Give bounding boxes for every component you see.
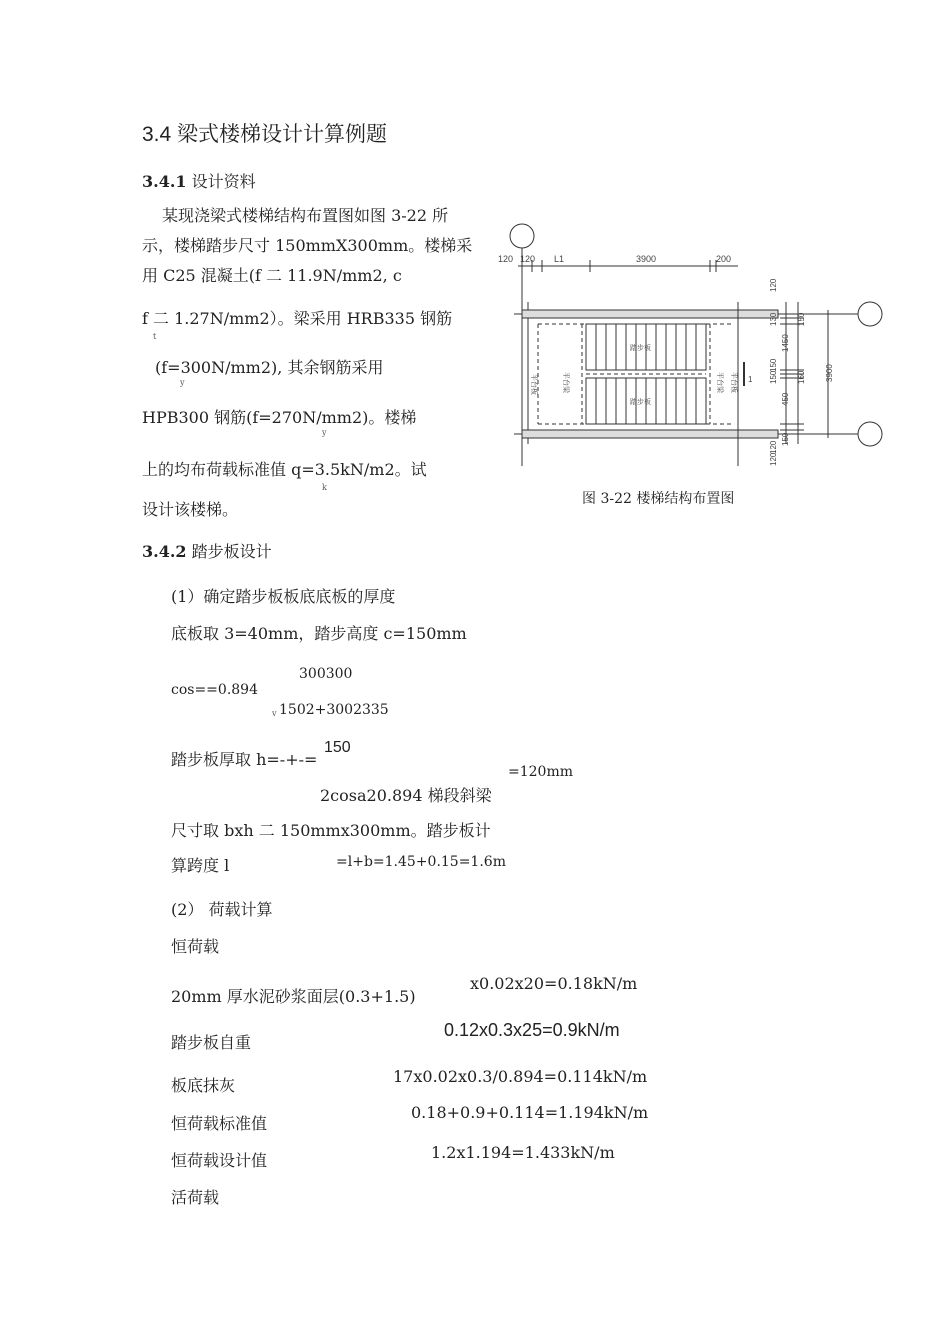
live-load-heading: 活荷载	[171, 1188, 220, 1207]
section-label: 设计资料	[191, 172, 256, 191]
dim-right-150d: 150	[781, 432, 790, 446]
row-label-dead-design: 恒荷载设计值	[171, 1151, 268, 1170]
para-line-2: 示，楼梯踏步尺寸 150mmX300mm。楼梯采	[142, 236, 473, 255]
dim-top-l1: L1	[554, 254, 565, 264]
label-beam-left: 平台梁	[562, 372, 569, 393]
label-landing-right: 平台板	[730, 372, 737, 393]
fraction-numerator: 300300	[299, 666, 353, 682]
page-title: 3.4 梁式楼梯设计计算例题	[142, 123, 388, 146]
axis-circle-right-lower	[858, 422, 882, 446]
cos-line: cos==0.894	[171, 682, 258, 698]
span-label: 算跨度 l	[171, 856, 230, 875]
item-1: (1）确定踏步板板底底板的厚度	[171, 587, 396, 606]
row-value-dead-standard: 0.18+0.9+0.114=1.194kN/m	[411, 1103, 649, 1122]
dim-right-1450: 1450	[781, 334, 790, 352]
axis-circle-top-left	[510, 224, 534, 248]
dim-top-120b: 120	[520, 254, 536, 264]
stair-layout-figure	[498, 222, 890, 472]
subscript-t: t	[153, 332, 157, 341]
subscript-y-2: y	[322, 428, 327, 437]
fraction-denominator: 1502+3002335	[279, 702, 389, 718]
label-section: 1	[748, 375, 753, 384]
beam-size-line: 尺寸取 bxh 二 150mmx300mm。踏步板计	[171, 821, 491, 840]
section-label-2: 踏步板设计	[191, 542, 272, 561]
para-line-5: (f=300N/mm2), 其余钢筋采用	[155, 358, 384, 377]
label-tread-lower: 踏步板	[630, 399, 651, 406]
dim-right-160: 160	[797, 370, 806, 384]
thickness-denominator: 2cosa20.894 梯段斜梁	[320, 786, 492, 805]
line-bottom-slab: 底板取 3=40mm，踏步高度 c=150mm	[171, 624, 467, 643]
row-label-self-weight: 踏步板自重	[171, 1033, 252, 1052]
thickness-label: 踏步板厚取 h=-+-=	[171, 750, 318, 769]
para-line-4: f 二 1.27N/mm2）。梁采用 HRB335 钢筋	[142, 309, 453, 328]
section-number-2: 3.4.2	[142, 542, 187, 561]
dim-right-3900: 3900	[825, 364, 834, 382]
para-line-8: 设计该楼梯。	[142, 500, 239, 519]
dim-right-150: 150	[797, 312, 806, 326]
section-heading-341	[142, 174, 256, 190]
row-label-mortar: 20mm 厚水泥砂浆面层(0.3+1.5)	[171, 987, 416, 1006]
span-value: =l+b=1.45+0.15=1.6m	[336, 854, 506, 870]
dim-right-120c: 120	[769, 452, 778, 466]
section-heading-342	[142, 544, 272, 560]
dim-top-120a: 120	[498, 254, 514, 264]
dim-top-200: 200	[716, 254, 732, 264]
thickness-numerator: 150	[324, 739, 351, 756]
dim-right-150c: 150	[769, 370, 778, 384]
row-label-dead-standard: 恒荷载标准值	[171, 1114, 268, 1133]
row-value-self-weight: 0.12x0.3x25=0.9kN/m	[444, 1020, 620, 1040]
figure-caption: 图 3-22 楼梯结构布置图	[582, 491, 735, 507]
dim-right-120: 120	[769, 278, 778, 292]
dead-load-heading: 恒荷载	[171, 937, 220, 956]
sqrt-mark: v	[272, 709, 277, 718]
dim-right-130: 130	[769, 312, 778, 326]
subscript-y: y	[180, 378, 185, 387]
dim-right-150b: 150	[769, 358, 778, 372]
section-number: 3.4.1	[142, 172, 187, 191]
dim-right-120b: 120	[769, 440, 778, 454]
dim-right-450: 450	[781, 392, 790, 406]
thickness-result: =120mm	[508, 764, 574, 780]
row-label-plaster: 板底抹灰	[171, 1076, 236, 1095]
subscript-k: k	[322, 483, 327, 492]
label-landing-left: 平台板	[530, 374, 537, 395]
dim-top-3900: 3900	[636, 254, 657, 264]
para-line-3: 用 C25 混凝土(f 二 11.9N/mm2, c	[142, 266, 402, 285]
row-value-plaster: 17x0.02x0.3/0.894=0.114kN/m	[393, 1067, 648, 1086]
para-line-1: 某现浇梁式楼梯结构布置图如图 3-22 所	[162, 206, 449, 225]
para-line-6: HPB300 钢筋(f=270N/mm2)。楼梯	[142, 408, 417, 427]
label-beam-right: 平台梁	[716, 372, 723, 393]
label-tread-upper: 踏步板	[630, 345, 651, 352]
axis-circle-right-upper	[858, 302, 882, 326]
row-value-dead-design: 1.2x1.194=1.433kN/m	[431, 1143, 615, 1162]
row-value-mortar: x0.02x20=0.18kN/m	[470, 974, 638, 993]
item-2: (2） 荷载计算	[171, 900, 273, 919]
para-line-7: 上的均布荷载标准值 q=3.5kN/m2。试	[142, 460, 427, 479]
